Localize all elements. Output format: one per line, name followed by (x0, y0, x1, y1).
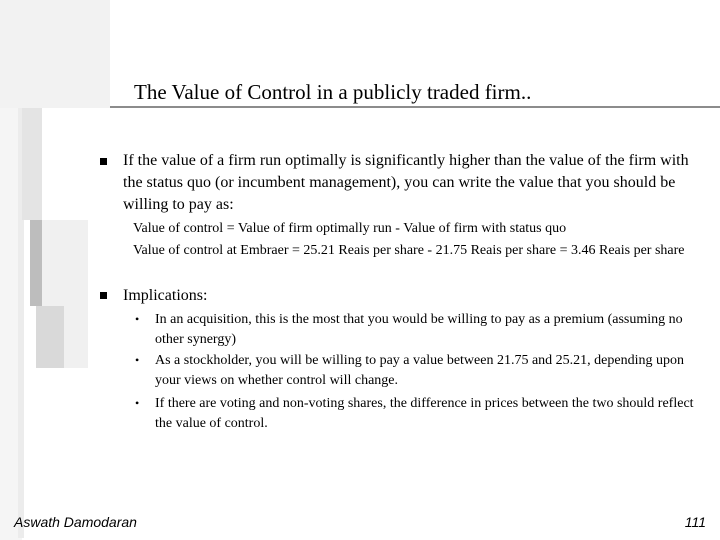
background-block (0, 0, 110, 108)
dot-bullet-icon: • (135, 396, 140, 410)
main-point-2: Implications: (123, 287, 208, 304)
page-number: 111 (684, 514, 706, 530)
decor-bar-mid (36, 306, 64, 368)
decor-bar-dark (30, 220, 42, 306)
footer-author: Aswath Damodaran (14, 514, 137, 530)
implication-item: As a stockholder, you will be willing to pay a value between 21.75 and 25.21, depending upon your views on whether control will change. (155, 353, 684, 388)
formula-line-2: Value of control at Embraer = 25.21 Reais per share - 21.75 Reais per share = 3.46 Reais per share (133, 243, 685, 258)
implication-item: In an acquisition, this is the most that you would be willing to pay as a premium (assuming no other synergy) (155, 312, 683, 347)
formula-line-1: Value of control = Value of firm optimally run - Value of firm with status quo (133, 221, 567, 236)
dot-bullet-icon: • (135, 312, 140, 326)
main-point-1: If the value of a firm run optimally is significantly higher than the value of the firm with the status quo (or incumbent management), you can write the value that you should be willing to pay as: (123, 152, 689, 213)
square-bullet-icon (100, 292, 107, 299)
implication-item: If there are voting and non-voting shares, the difference in prices between the two should reflect the value of control. (155, 396, 694, 431)
title-divider (110, 106, 720, 108)
slide-title: The Value of Control in a publicly traded firm.. (134, 80, 532, 104)
decor-bar-light (22, 108, 42, 220)
square-bullet-icon (100, 158, 107, 165)
dot-bullet-icon: • (135, 353, 140, 367)
